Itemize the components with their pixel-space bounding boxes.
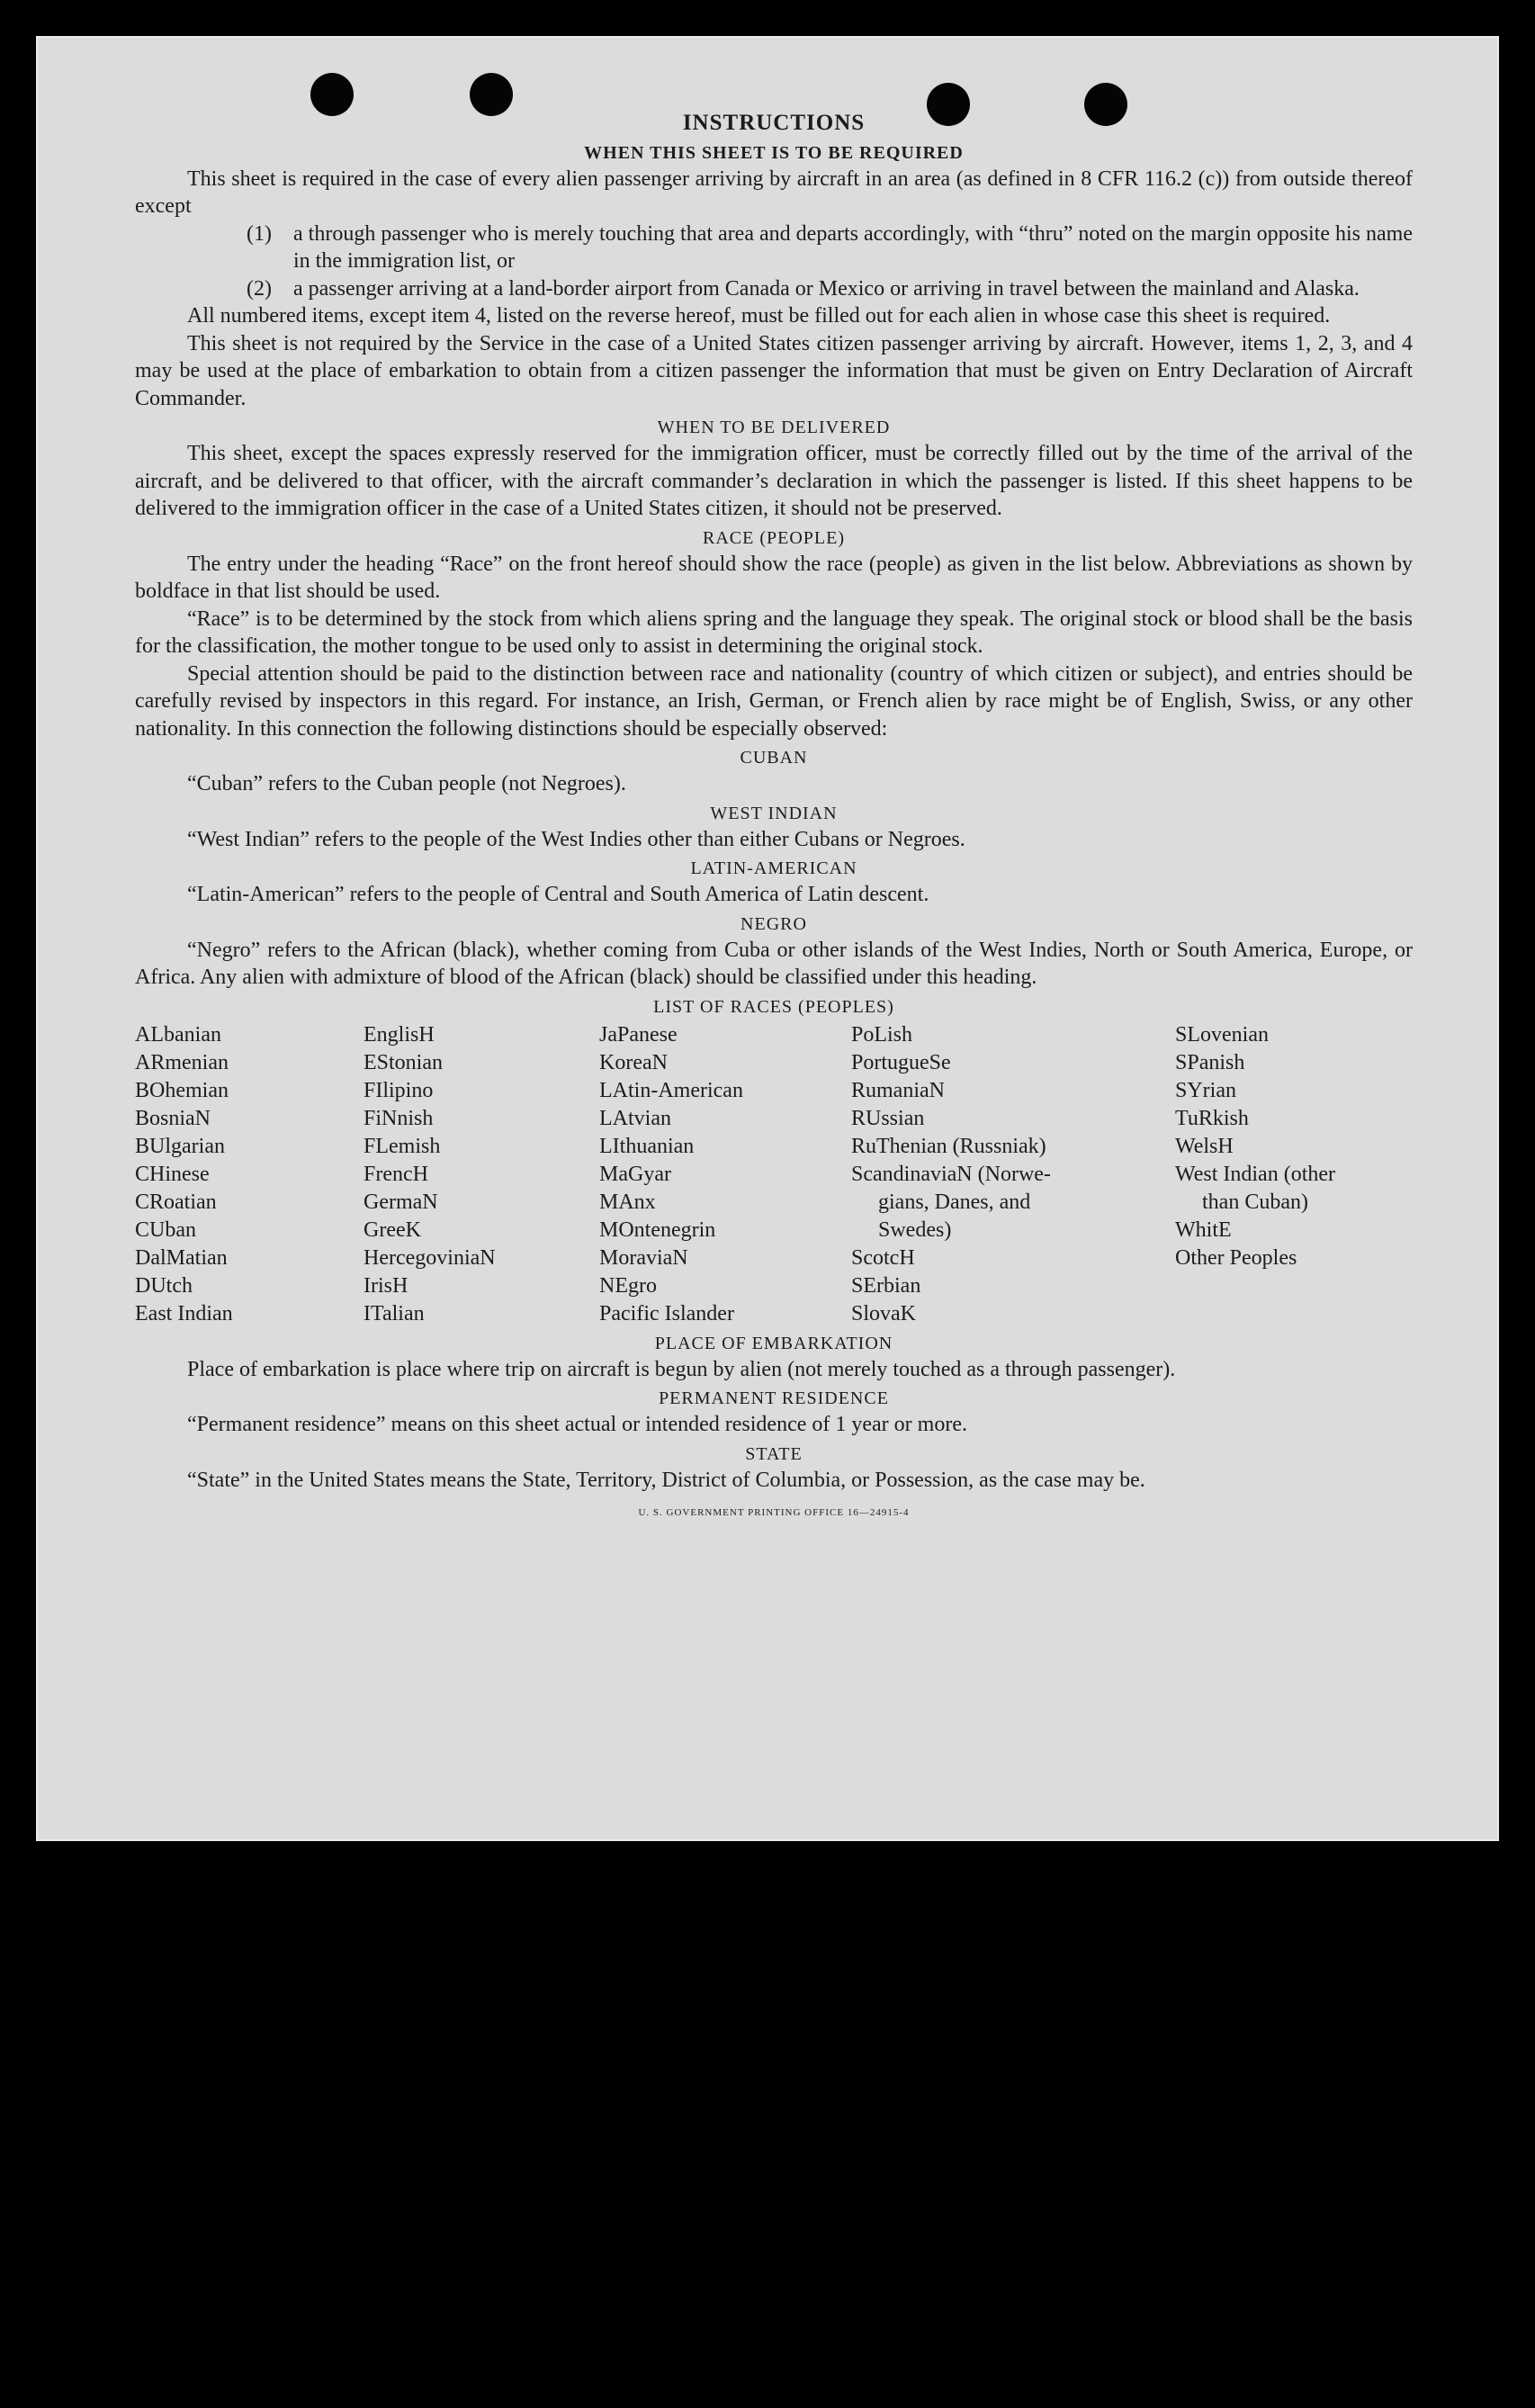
race-entry: SlovaK <box>851 1301 916 1325</box>
race-entry: MaGyar <box>599 1162 671 1186</box>
section-heading-race: RACE (PEOPLE) <box>703 527 845 548</box>
paragraph: “Negro” refers to the African (black), whether coming from Cuba or other islands of the West Indies, North or South America, Europe, or Africa. Any alien with admixture of blood of the African (black) should be classified under this heading. <box>135 938 1413 989</box>
race-entry: FrencH <box>364 1162 428 1186</box>
race-entry: RumaniaN <box>851 1078 945 1102</box>
instructions-content <box>135 110 1413 1527</box>
section-heading-when-required: WHEN THIS SHEET IS TO BE REQUIRED <box>584 142 964 163</box>
list-item <box>247 275 1413 303</box>
race-entry: RUssian <box>851 1106 925 1130</box>
race-entry: SErbian <box>851 1273 921 1298</box>
section-heading-list-of-races: LIST OF RACES (PEOPLES) <box>653 996 894 1017</box>
race-entry: MAnx <box>599 1190 656 1214</box>
race-entry: SLovenian <box>1175 1022 1269 1047</box>
paragraph: “Permanent residence” means on this sheet actual or intended residence of 1 year or more. <box>187 1413 967 1436</box>
section-heading-west-indian: WEST INDIAN <box>710 803 838 823</box>
paragraph: “West Indian” refers to the people of the West Indies other than either Cubans or Negroes. <box>187 827 965 851</box>
races-column <box>1175 1021 1413 1328</box>
race-entry: CUban <box>135 1217 196 1242</box>
section-heading-latin-american: LATIN-AMERICAN <box>690 858 857 878</box>
race-entry: HercegoviniaN <box>364 1245 496 1270</box>
list-item <box>247 220 1413 275</box>
race-entry: ALbanian <box>135 1022 221 1047</box>
race-entry: than Cuban) <box>1202 1190 1308 1214</box>
race-entry: FIlipino <box>364 1078 434 1102</box>
race-entry: ARmenian <box>135 1050 229 1074</box>
race-entry: BosniaN <box>135 1106 211 1130</box>
race-entry: DUtch <box>135 1273 193 1298</box>
races-column <box>851 1021 1175 1328</box>
race-entry: Pacific Islander <box>599 1301 734 1325</box>
race-entry: PoLish <box>851 1022 913 1047</box>
race-entry: CHinese <box>135 1162 210 1186</box>
race-entry: Other Peoples <box>1175 1245 1297 1270</box>
race-entry: SPanish <box>1175 1050 1245 1074</box>
section-heading-embarkation: PLACE OF EMBARKATION <box>654 1333 893 1353</box>
document-sheet <box>36 36 1499 1841</box>
paragraph: Special attention should be paid to the distinction between race and nationality (country of which citizen or subject), and entries should be carefully revised by inspectors in this regard. For instance, an Irish, German, or French alien by race might be of English, Swiss, or any other nationality. In this connection the following distinctions should be especially observed: <box>135 661 1413 741</box>
paragraph: The entry under the heading “Race” on the front hereof should show the race (people) as given in the list below. Abbreviations as shown by boldface in that list should be used. <box>135 552 1413 603</box>
paragraph: “Cuban” refers to the Cuban people (not Negroes). <box>187 772 626 795</box>
race-entry: KoreaN <box>599 1050 668 1074</box>
race-entry: gians, Danes, and <box>878 1190 1031 1214</box>
item-number: (2) <box>247 276 272 301</box>
race-entry: SYrian <box>1175 1078 1236 1102</box>
section-heading-negro: NEGRO <box>741 913 807 934</box>
races-column <box>135 1021 364 1328</box>
section-heading-permanent-residence: PERMANENT RESIDENCE <box>659 1388 889 1408</box>
race-entry: WhitE <box>1175 1217 1232 1242</box>
race-entry: GermaN <box>364 1190 438 1214</box>
section-heading-when-delivered: WHEN TO BE DELIVERED <box>657 418 891 437</box>
races-list <box>135 1021 1413 1328</box>
printer-footer: U. S. GOVERNMENT PRINTING OFFICE 16—24915-4 <box>638 1507 910 1518</box>
paragraph: “Latin-American” refers to the people of Central and South America of Latin descent. <box>187 883 929 906</box>
paragraph: This sheet is required in the case of every alien passenger arriving by aircraft in an area (as defined in 8 CFR 116.2 (c)) from outside thereof except <box>135 166 1413 218</box>
race-entry: FLemish <box>364 1134 441 1158</box>
paragraph: Place of embarkation is place where trip on aircraft is begun by alien (not merely touched as a through passenger). <box>187 1357 1176 1381</box>
race-entry: CRoatian <box>135 1190 217 1214</box>
race-entry: EStonian <box>364 1050 443 1074</box>
page-title: INSTRUCTIONS <box>682 111 866 135</box>
race-entry: RuThenian (Russniak) <box>851 1134 1046 1158</box>
section-heading-cuban: CUBAN <box>740 748 808 768</box>
race-entry: LAtin-American <box>599 1078 743 1102</box>
race-entry: West Indian (other <box>1175 1162 1336 1186</box>
race-entry: EnglisH <box>364 1022 435 1047</box>
paragraph: “State” in the United States means the State, Territory, District of Columbia, or Possession, as the case may be. <box>187 1468 1145 1492</box>
race-entry: WelsH <box>1175 1134 1234 1158</box>
race-entry: LIthuanian <box>599 1134 695 1158</box>
race-entry: FiNnish <box>364 1106 434 1130</box>
race-entry: LAtvian <box>599 1106 671 1130</box>
race-entry: PortugueSe <box>851 1050 951 1074</box>
race-entry: GreeK <box>364 1217 421 1242</box>
race-entry: ITalian <box>364 1301 425 1325</box>
race-entry: JaPanese <box>599 1022 678 1047</box>
section-heading-state: STATE <box>745 1443 803 1464</box>
race-entry: IrisH <box>364 1273 408 1298</box>
paragraph: All numbered items, except item 4, listed on the reverse hereof, must be filled out for each alien in whose case this sheet is required. <box>187 304 1331 328</box>
race-entry: NEgro <box>599 1273 657 1298</box>
race-entry: MoraviaN <box>599 1245 688 1270</box>
item-text: a passenger arriving at a land-border airport from Canada or Mexico or arriving in travel between the mainland and Alaska. <box>293 276 1360 301</box>
race-entry: Swedes) <box>878 1217 952 1242</box>
race-entry: TuRkish <box>1175 1106 1249 1130</box>
item-text: a through passenger who is merely touching that area and departs accordingly, with “thru” noted on the margin opposite his name in the immigration list, or <box>293 221 1413 273</box>
paragraph: “Race” is to be determined by the stock from which aliens spring and the language they speak. The original stock or blood shall be the basis for the classification, the mother tongue to be used only to assist in determining the original stock. <box>135 606 1413 658</box>
race-entry: ScandinaviaN (Norwe- <box>851 1162 1051 1186</box>
race-entry: ScotcH <box>851 1245 915 1270</box>
races-column <box>364 1021 599 1328</box>
paragraph: This sheet, except the spaces expressly reserved for the immigration officer, must be correctly filled out by the time of the arrival of the aircraft, and be delivered to that officer, with the aircraft commander’s declaration in which the passenger is listed. If this sheet happens to be delivered to the immigration officer in the case of a United States citizen, it should not be preserved. <box>135 442 1413 520</box>
race-entry: MOntenegrin <box>599 1217 716 1242</box>
race-entry: DalMatian <box>135 1245 228 1270</box>
item-number: (1) <box>247 221 272 246</box>
race-entry: East Indian <box>135 1301 233 1325</box>
races-column <box>599 1021 851 1328</box>
paragraph: This sheet is not required by the Service in the case of a United States citizen passenger arriving by aircraft. However, items 1, 2, 3, and 4 may be used at the place of embarkation to obtain from a citizen passenger the information that must be given on Entry Declaration of Aircraft Commander. <box>135 331 1413 410</box>
race-entry: BOhemian <box>135 1078 229 1102</box>
race-entry: BUlgarian <box>135 1134 225 1158</box>
